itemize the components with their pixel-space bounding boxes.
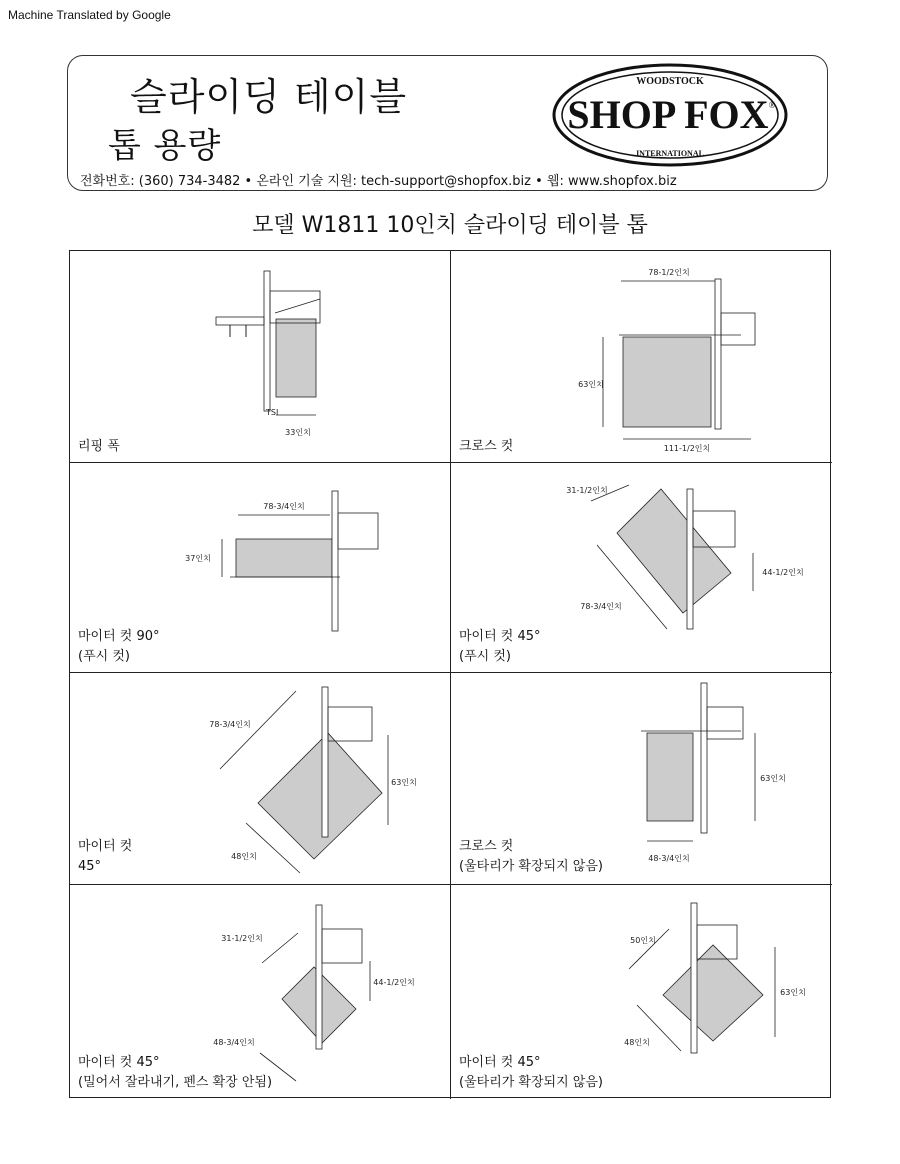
- panel-caption: [78, 627, 160, 667]
- dim-label: 44-1/2인치: [762, 568, 804, 577]
- panel-cross-cut: [451, 251, 832, 463]
- dim-label: 78-3/4인치: [580, 602, 622, 611]
- dim-label: 63인치: [578, 380, 604, 389]
- panel-caption: [78, 837, 132, 877]
- title-line-2: 톱 용량: [108, 126, 222, 166]
- capacity-grid: [69, 250, 831, 1098]
- dim-label: 78-1/2인치: [648, 268, 690, 277]
- logo-bottom-text: INTERNATIONAL: [636, 149, 704, 158]
- caption-line: 마이터 컷 45°: [78, 1055, 160, 1070]
- dim-label: 31-1/2인치: [566, 486, 608, 495]
- dim-label: 50인치: [630, 936, 656, 945]
- dim-label: 48인치: [624, 1038, 650, 1047]
- dim-label: 48-3/4인치: [648, 854, 690, 863]
- logo-top-text: WOODSTOCK: [636, 76, 704, 87]
- caption-line: (밀어서 잘라내기, 펜스 확장 안됨): [78, 1075, 273, 1090]
- caption-line: 마이터 컷 45°: [459, 629, 541, 644]
- panel-miter-45-push-no-fence: [70, 885, 451, 1099]
- panel-caption: [459, 437, 513, 457]
- dim-label: 63인치: [780, 988, 806, 997]
- dim-label: 63인치: [760, 774, 786, 783]
- caption-line: 마이터 컷 90°: [78, 629, 160, 644]
- caption-line: 45°: [78, 859, 102, 874]
- caption-line: (푸시 컷): [78, 649, 130, 664]
- machine-translated-note: Machine Translated by Google: [8, 8, 171, 22]
- svg-text:TSI: TSI: [266, 408, 279, 417]
- diagram-cross-cut: [451, 251, 832, 463]
- dim-label: 48인치: [231, 852, 257, 861]
- caption-line: 크로스 컷: [459, 439, 514, 454]
- caption-line: 마이터 컷: [78, 839, 133, 854]
- panel-caption: [459, 837, 603, 877]
- panel-caption: [78, 437, 120, 457]
- panel-caption: [459, 1053, 603, 1093]
- dim-label: 31-1/2인치: [221, 934, 263, 943]
- caption-line: (울타리가 확장되지 않음): [459, 1075, 603, 1090]
- dim-label: 33인치: [285, 428, 311, 437]
- panel-caption: [459, 627, 541, 667]
- panel-miter-90-push: [70, 463, 451, 673]
- dim-label: 63인치: [391, 778, 417, 787]
- logo-registered-mark: ®: [768, 100, 776, 110]
- shop-fox-logo: [550, 60, 790, 170]
- dim-label: 78-3/4인치: [263, 502, 305, 511]
- dim-label: 78-3/4인치: [209, 720, 251, 729]
- caption-line: 크로스 컷: [459, 839, 514, 854]
- panel-miter-45: [70, 673, 451, 885]
- dim-label: 44-1/2인치: [373, 978, 415, 987]
- dim-label: 48-3/4인치: [213, 1038, 255, 1047]
- model-title: 모델 W1811 10인치 슬라이딩 테이블 톱: [252, 213, 648, 238]
- caption-line: (푸시 컷): [459, 649, 511, 664]
- dim-label: 37인치: [185, 554, 211, 563]
- header-box: [67, 55, 828, 191]
- panel-cross-cut-no-fence: [451, 673, 832, 885]
- panel-caption: [78, 1053, 272, 1093]
- diagram-rip-width: [70, 251, 451, 463]
- caption-line: 마이터 컷 45°: [459, 1055, 541, 1070]
- logo-main-text: SHOP FOX: [567, 92, 769, 137]
- caption-line: 리핑 폭: [78, 439, 120, 454]
- caption-line: (울타리가 확장되지 않음): [459, 859, 603, 874]
- panel-miter-45-push: [451, 463, 832, 673]
- title-line-1: 슬라이딩 테이블: [130, 75, 408, 119]
- dim-label: 111-1/2인치: [663, 444, 711, 453]
- panel-rip-width: [70, 251, 451, 463]
- contact-line: 전화번호: (360) 734-3482 • 온라인 기술 지원: tech-support@shopfox.biz • 웹: www.shopfox.biz: [80, 174, 677, 189]
- panel-miter-45-no-fence: [451, 885, 832, 1099]
